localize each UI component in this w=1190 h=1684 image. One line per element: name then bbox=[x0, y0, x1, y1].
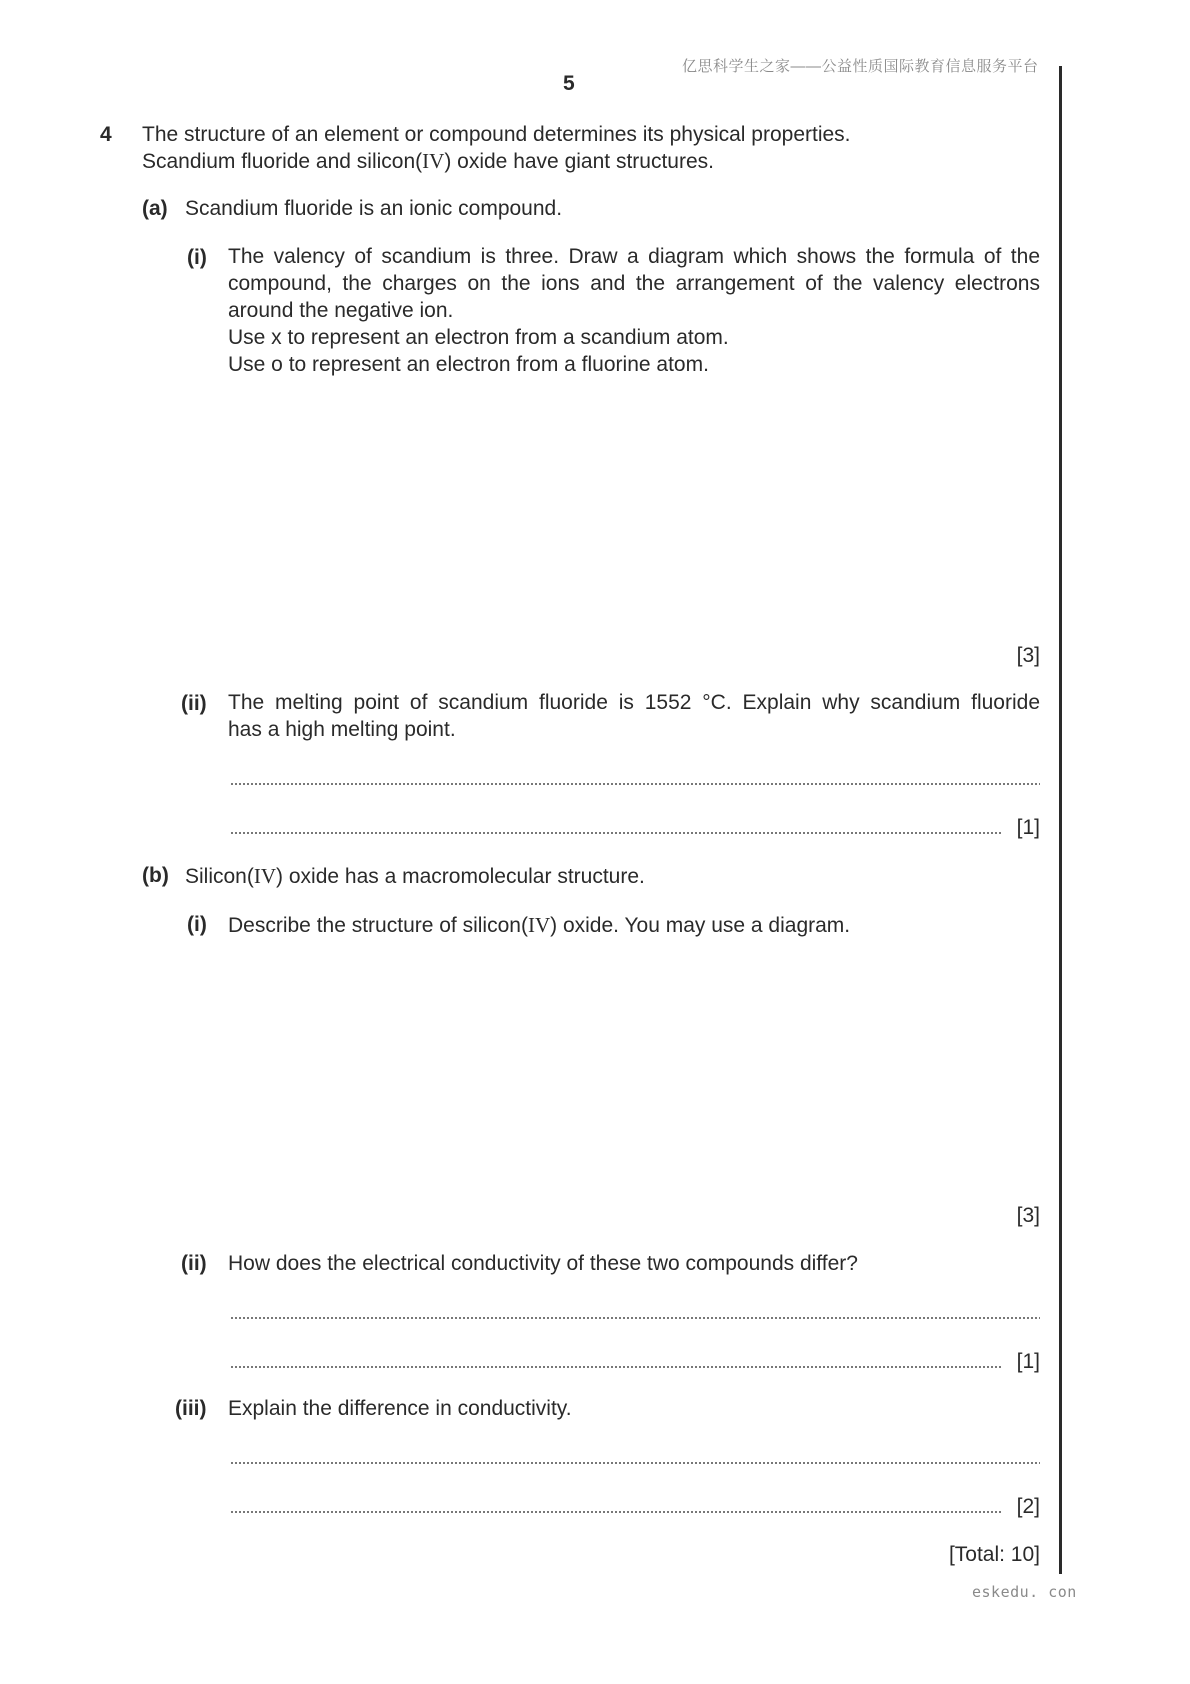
intro-text-b: ) oxide have giant structures. bbox=[444, 150, 714, 173]
intro-roman: IV bbox=[422, 149, 445, 173]
part-b-ii-text: How does the electrical conductivity of these two compounds differ? bbox=[228, 1252, 858, 1275]
total-marks: [Total: 10] bbox=[948, 1543, 1040, 1566]
part-b-i-text bbox=[228, 913, 850, 938]
part-a-i-line1: The valency of scandium is three. Draw a diagram which shows the formula of the bbox=[228, 245, 1040, 268]
part-b-text-b: ) oxide has a macromolecular structure. bbox=[276, 865, 645, 888]
part-b-i-roman: IV bbox=[527, 913, 551, 937]
part-b-label: (b) bbox=[142, 864, 169, 887]
part-a-i-line2: compound, the charges on the ions and the arrangement of the valency electrons bbox=[228, 272, 1040, 295]
page-number: 5 bbox=[563, 72, 575, 95]
part-b-iii-label: (iii) bbox=[175, 1397, 207, 1420]
part-a-i-line4: Use x to represent an electron from a scandium atom. bbox=[228, 326, 729, 349]
answer-line-a-ii-1[interactable] bbox=[230, 783, 1040, 785]
part-a-ii-text bbox=[228, 689, 1040, 743]
marks-a-ii: [1] bbox=[1016, 816, 1040, 839]
watermark-footer: eskedu. con bbox=[972, 1583, 1077, 1601]
part-b-ii-label: (ii) bbox=[181, 1252, 207, 1275]
part-b-i-text-b: ) oxide. You may use a diagram. bbox=[550, 914, 851, 937]
answer-space-b-i[interactable] bbox=[228, 945, 1040, 1195]
marks-b-iii: [2] bbox=[1016, 1495, 1040, 1518]
answer-line-a-ii-2[interactable] bbox=[230, 832, 1003, 834]
part-a-i-line5: Use o to represent an electron from a fluorine atom. bbox=[228, 353, 709, 376]
part-b-text bbox=[185, 864, 645, 889]
part-a-i-label: (i) bbox=[187, 246, 207, 269]
part-b-i-label: (i) bbox=[187, 913, 207, 936]
question-intro-line1: The structure of an element or compound determines its physical properties. bbox=[142, 123, 851, 146]
marks-a-i: [3] bbox=[1016, 644, 1040, 667]
marks-b-i: [3] bbox=[1016, 1204, 1040, 1227]
part-a-i-line3: around the negative ion. bbox=[228, 299, 454, 322]
answer-line-b-iii-1[interactable] bbox=[230, 1462, 1040, 1464]
question-number: 4 bbox=[100, 123, 112, 146]
part-a-ii-label: (ii) bbox=[181, 692, 207, 715]
answer-space-a-i[interactable] bbox=[228, 385, 1040, 635]
answer-line-b-ii-1[interactable] bbox=[230, 1317, 1040, 1319]
part-a-i-text bbox=[228, 243, 1040, 378]
part-a-text: Scandium fluoride is an ionic compound. bbox=[185, 197, 563, 220]
part-b-roman: IV bbox=[253, 864, 277, 888]
watermark-header: 亿思科学生之家——公益性质国际教育信息服务平台 bbox=[682, 58, 1039, 75]
part-a-label: (a) bbox=[142, 197, 168, 220]
margin-rule bbox=[1059, 66, 1062, 1574]
marks-b-ii: [1] bbox=[1016, 1350, 1040, 1373]
intro-text-a: Scandium fluoride and silicon( bbox=[142, 150, 423, 173]
part-b-i-text-a: Describe the structure of silicon( bbox=[228, 914, 528, 937]
part-b-text-a: Silicon( bbox=[185, 865, 254, 888]
part-a-ii-line2: has a high melting point. bbox=[228, 718, 456, 741]
answer-line-b-ii-2[interactable] bbox=[230, 1366, 1003, 1368]
question-intro-line2 bbox=[142, 149, 714, 174]
answer-line-b-iii-2[interactable] bbox=[230, 1511, 1003, 1513]
part-b-iii-text: Explain the difference in conductivity. bbox=[228, 1397, 572, 1420]
part-a-ii-line1: The melting point of scandium fluoride is 1552 °C. Explain why scandium fluoride bbox=[228, 691, 1040, 714]
